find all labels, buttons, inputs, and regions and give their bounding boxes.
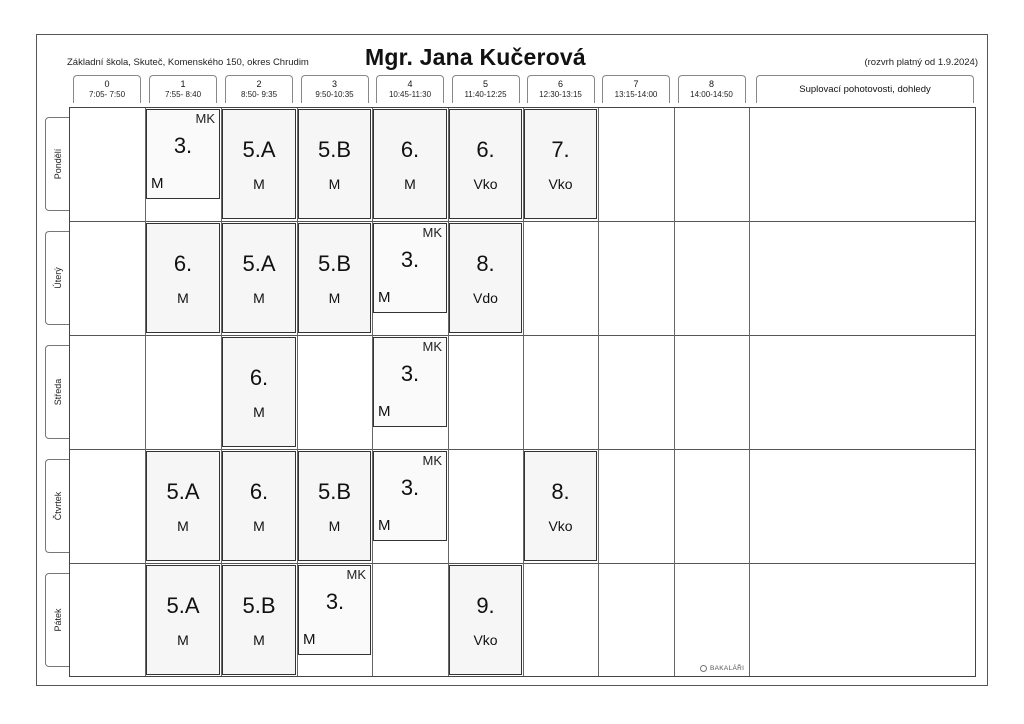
lesson-class: 6.	[249, 365, 269, 390]
lesson-card[interactable]	[449, 223, 522, 333]
lesson-subject: M	[404, 176, 416, 192]
logo-text: BAKALÁŘI	[710, 665, 745, 673]
period-header-6	[527, 75, 595, 103]
lesson-card[interactable]	[298, 223, 371, 333]
lesson-subject: M	[328, 518, 341, 534]
period-time: 13:15-14:00	[614, 90, 658, 99]
lesson-class: 5.B	[317, 479, 352, 504]
lesson-class: 5.A	[242, 137, 276, 162]
lesson-class: 3.	[173, 133, 193, 158]
period-header-0	[73, 75, 141, 103]
lesson-subject: M	[378, 403, 391, 420]
period-time: 7:05- 7:50	[88, 90, 126, 99]
lesson-card[interactable]	[373, 451, 447, 541]
day-tab-1	[45, 231, 69, 325]
column-divider	[749, 108, 750, 676]
lesson-subject: M	[253, 404, 265, 420]
lesson-card[interactable]	[222, 337, 296, 447]
day-tab-2	[45, 345, 69, 439]
lesson-subject: M	[328, 290, 341, 306]
validity-note: (rozvrh platný od 1.9.2024)	[864, 57, 978, 68]
lesson-subject: M	[177, 518, 189, 534]
period-number: 3	[331, 79, 337, 89]
lesson-class: 8.	[476, 251, 495, 276]
lesson-class: 6.	[249, 479, 269, 504]
lesson-class: 5.A	[166, 479, 200, 504]
lesson-card[interactable]	[298, 565, 371, 655]
lesson-tag: MK	[422, 453, 442, 468]
lesson-subject: M	[177, 632, 189, 648]
logo-icon	[700, 665, 707, 672]
period-time: 8:50- 9:35	[240, 90, 278, 99]
lesson-card[interactable]	[222, 109, 296, 219]
period-time: 12:30-13:15	[539, 90, 582, 99]
lesson-class: 3.	[400, 475, 420, 500]
lesson-subject: Vko	[548, 518, 573, 534]
lesson-card[interactable]	[222, 451, 296, 561]
period-number: 0	[104, 79, 110, 89]
lesson-subject: Vko	[548, 176, 573, 192]
lesson-card[interactable]	[222, 223, 296, 333]
lesson-card[interactable]	[298, 451, 371, 561]
lesson-class: 3.	[400, 247, 420, 272]
lesson-card[interactable]	[449, 565, 522, 675]
period-number: 8	[708, 79, 714, 89]
period-time: 14:00-14:50	[690, 90, 733, 99]
lesson-class: 5.B	[242, 593, 276, 618]
lesson-subject: M	[328, 176, 341, 192]
lesson-card[interactable]	[373, 337, 447, 427]
day-tab-4	[45, 573, 69, 667]
lesson-class: 5.B	[317, 251, 352, 276]
lesson-subject: M	[378, 517, 391, 534]
lesson-class: 6.	[400, 137, 420, 162]
lesson-tag: MK	[346, 567, 366, 582]
day-label: Středa	[52, 378, 63, 406]
period-header-4	[376, 75, 444, 103]
lesson-class: 6.	[476, 137, 495, 162]
column-divider	[598, 108, 599, 676]
lesson-subject: M	[378, 289, 391, 306]
lesson-subject: M	[253, 176, 265, 192]
lesson-card[interactable]	[524, 109, 597, 219]
lesson-card[interactable]	[146, 109, 220, 199]
lesson-class: 5.B	[317, 137, 352, 162]
day-label: Pondělí	[52, 148, 63, 180]
lesson-card[interactable]	[373, 223, 447, 313]
lesson-card[interactable]	[222, 565, 296, 675]
lesson-subject: M	[303, 631, 316, 648]
day-tab-3	[45, 459, 69, 553]
period-time: 11:40-12:25	[464, 90, 507, 99]
period-number: 7	[633, 79, 639, 89]
lesson-class: 6.	[173, 251, 193, 276]
school-name: Základní škola, Skuteč, Komenského 150, okres Chrudim	[67, 57, 309, 68]
lesson-card[interactable]	[146, 565, 220, 675]
day-label: Čtvrtek	[52, 491, 63, 521]
lesson-subject: M	[253, 290, 265, 306]
lesson-card[interactable]	[146, 451, 220, 561]
period-number: 5	[482, 79, 488, 89]
lesson-subject: M	[253, 632, 265, 648]
period-header-2	[225, 75, 293, 103]
lesson-subject: M	[151, 175, 164, 192]
column-divider	[674, 108, 675, 676]
period-time: 9:50-10:35	[315, 90, 354, 99]
day-label: Pátek	[52, 608, 63, 632]
lesson-class: 5.A	[166, 593, 200, 618]
period-header-5	[452, 75, 520, 103]
period-header-3	[301, 75, 369, 103]
lesson-tag: MK	[422, 225, 442, 240]
lesson-class: 5.A	[242, 251, 276, 276]
period-time: 7:55- 8:40	[164, 90, 202, 99]
period-header-1	[149, 75, 217, 103]
lesson-subject: Vko	[473, 632, 498, 648]
lesson-class: 8.	[551, 479, 570, 504]
lesson-subject: Vko	[473, 176, 498, 192]
teacher-name: Mgr. Jana Kučerová	[365, 44, 586, 70]
lesson-class: 3.	[400, 361, 420, 386]
lesson-card[interactable]	[298, 109, 371, 219]
bakalari-logo	[700, 665, 744, 672]
lesson-tag: MK	[195, 111, 215, 126]
lesson-class: 9.	[476, 593, 495, 618]
period-number: 2	[256, 79, 262, 89]
lesson-subject: M	[177, 290, 189, 306]
lesson-subject: M	[253, 518, 265, 534]
lesson-subject: Vdo	[473, 290, 498, 306]
period-time: 10:45-11:30	[388, 90, 432, 99]
period-header-8	[678, 75, 746, 103]
supervision-header: Suplovací pohotovosti, dohledy	[756, 75, 974, 103]
lesson-card[interactable]	[146, 223, 220, 333]
period-number: 4	[407, 79, 413, 89]
period-number: 6	[557, 79, 563, 89]
lesson-card[interactable]	[524, 451, 597, 561]
day-tab-0	[45, 117, 69, 211]
lesson-card[interactable]	[449, 109, 522, 219]
period-number: 1	[180, 79, 186, 89]
period-header-7	[602, 75, 670, 103]
lesson-class: 7.	[551, 137, 570, 162]
day-label: Úterý	[52, 267, 63, 289]
lesson-card[interactable]	[373, 109, 447, 219]
lesson-class: 3.	[325, 589, 345, 614]
lesson-tag: MK	[422, 339, 442, 354]
